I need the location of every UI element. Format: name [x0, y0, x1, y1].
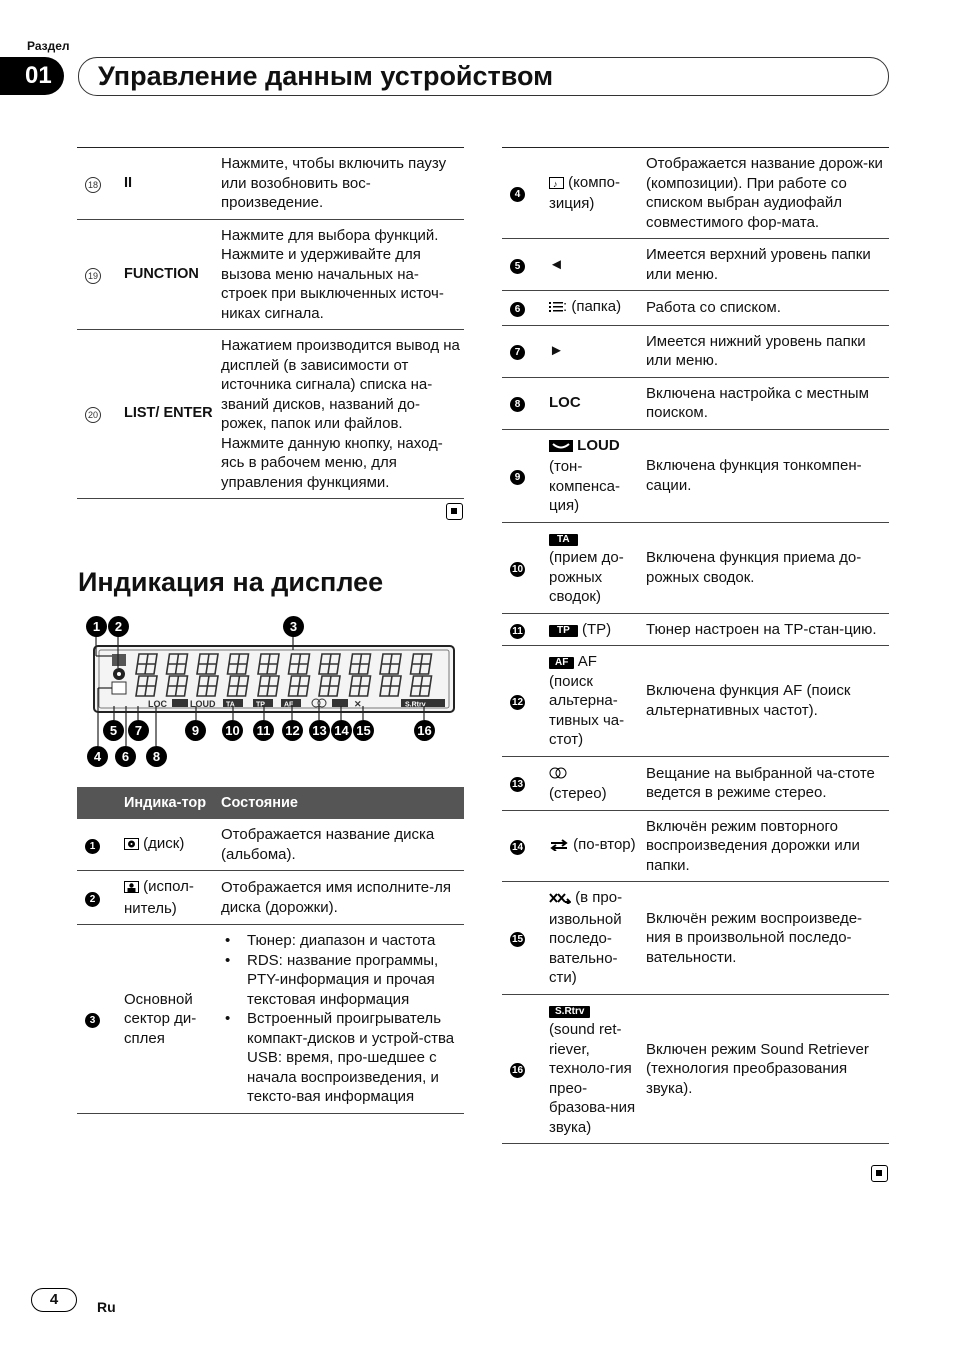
- state-list: [221, 931, 460, 1107]
- table-row: [502, 810, 889, 882]
- indicator-label: (поиск альтерна-тивных ча-стот): [549, 672, 625, 748]
- repeat-icon: [549, 837, 569, 857]
- lcd-srtrv-label: S.Rtrv: [405, 701, 426, 709]
- shuffle-icon: [549, 890, 571, 910]
- loud-label: LOUD: [577, 436, 620, 454]
- state-text: Вещание на выбранной ча-стоте ведется в режиме стерео.: [646, 756, 889, 810]
- item-number: 13: [511, 779, 524, 791]
- indicator-label: (прием до-рожных сводок): [549, 549, 624, 605]
- indicator-label: LOC: [549, 377, 646, 429]
- table-row: [502, 882, 889, 995]
- srtrv-badge-icon: S.Rtrv: [549, 1006, 590, 1018]
- lcd-tp-label: TP: [256, 701, 265, 709]
- callout-12: 12: [282, 720, 303, 741]
- header-indicator: Индика-тор: [124, 787, 221, 819]
- indicator-label: (в про-извольной последо-вательно-сти): [549, 889, 623, 986]
- callout-7: 7: [128, 720, 149, 741]
- state-text: Отображается название дорож-ки (композиции). При работе со списком выбран аудиофайл совместимого фор-мата.: [646, 148, 889, 239]
- item-number: 16: [511, 1065, 524, 1076]
- state-text: Включена функция тонкомпен-сации.: [646, 429, 889, 522]
- indicator-label: (тон-компенса-ция): [549, 458, 620, 514]
- item-number: 14: [511, 842, 524, 853]
- state-text: Включен режим Sound Retriever (технология преобразования звука).: [646, 994, 889, 1144]
- item-number: 9: [510, 470, 525, 485]
- af-badge-icon: AF: [549, 657, 574, 669]
- item-number: 4: [510, 187, 525, 202]
- page-title: Управление данным устройством: [78, 57, 889, 96]
- item-number: 8: [510, 397, 525, 412]
- item-number: 19: [85, 268, 101, 284]
- item-number: 12: [511, 697, 524, 708]
- table-row: [77, 219, 464, 330]
- list-folder-icon: [549, 299, 563, 319]
- table-row: [502, 325, 889, 377]
- callout-11: 11: [253, 720, 274, 741]
- table-row: [502, 613, 889, 646]
- item-number: 6: [510, 302, 525, 317]
- item-number: 10: [511, 563, 524, 575]
- callout-13: 13: [309, 720, 330, 741]
- end-mark-icon: [446, 503, 463, 520]
- state-text: Отображается название диска (альбома).: [221, 819, 464, 871]
- song-icon: [549, 175, 564, 195]
- list-item: • Встроенный проигрыватель компакт-дисков и устрой-ства USB: время, про-шедшее с начала воспроизведения, и тексто-вая информация: [221, 1009, 460, 1107]
- table-row: [502, 291, 889, 326]
- table-row: [502, 239, 889, 291]
- control-desc: Нажмите, чтобы включить паузу или возобновить вос-произведение.: [221, 148, 464, 220]
- end-mark-icon: [871, 1165, 888, 1182]
- indicator-table-continued: [502, 147, 889, 1144]
- table-row: [502, 756, 889, 810]
- state-text: Включена функция приема до-рожных сводок.: [646, 522, 889, 613]
- disc-icon: [124, 836, 139, 856]
- item-number: 5: [510, 259, 525, 274]
- table-row: [502, 148, 889, 239]
- af-label: AF: [577, 653, 597, 670]
- lcd-illustration: [78, 612, 464, 772]
- item-number: 3: [85, 1013, 100, 1028]
- svg-text:✕: ✕: [354, 699, 362, 709]
- callout-14: 14: [331, 720, 352, 741]
- callout-4: 4: [87, 746, 108, 767]
- ta-badge-icon: TA: [549, 534, 578, 546]
- callout-3: 3: [283, 616, 304, 637]
- page-number: 4: [31, 1288, 77, 1312]
- stereo-icon: [549, 765, 567, 785]
- controls-table: [77, 147, 464, 499]
- table-row: [502, 646, 889, 757]
- up-level-icon: ◄: [549, 239, 646, 291]
- lcd-loud-label: LOUD: [190, 699, 216, 709]
- table-row: [502, 429, 889, 522]
- state-text: Включена функция AF (поиск альтернативных частот).: [646, 646, 889, 757]
- table-row: [77, 925, 464, 1114]
- display-diagram: [78, 612, 464, 772]
- list-item: • RDS: название программы, PTY-информация и прочая текстовая информация: [221, 951, 460, 1010]
- callout-15: 15: [353, 720, 374, 741]
- callout-6: 6: [115, 746, 136, 767]
- artist-icon: [124, 879, 139, 899]
- item-number: 15: [511, 934, 524, 945]
- state-text: Имеется верхний уровень папки или меню.: [646, 239, 889, 291]
- section-heading: Индикация на дисплее: [78, 567, 384, 597]
- item-number: 1: [85, 839, 100, 854]
- list-item: • Тюнер: диапазон и частота: [221, 931, 460, 951]
- table-row: [77, 148, 464, 220]
- state-text: Имеется нижний уровень папки или меню.: [646, 325, 889, 377]
- lcd-ta-label: TA: [226, 701, 235, 709]
- indicator-label: (TP): [581, 620, 612, 638]
- control-desc: Нажатием производится вывод на дисплей (в зависимости от источника сигнала) списка на-званий дисков, названий до-рожек, папок или файлов. Нажмите данную кнопку, наход-ясь в рабочем меню, для управления функциями.: [221, 330, 464, 499]
- control-key: LIST/ ENTER: [124, 330, 221, 499]
- callout-1: 1: [86, 616, 107, 637]
- indicator-label: (испол-нитель): [124, 878, 194, 917]
- indicator-label: (sound ret-riever, техноло-гия прео-бразова-ния звука): [549, 1021, 636, 1136]
- callout-5: 5: [103, 720, 124, 741]
- lcd-loc-label: LOC: [148, 699, 167, 709]
- indicator-label: (диск): [143, 834, 185, 852]
- svg-text:♪: ♪: [553, 178, 558, 189]
- item-number: 11: [510, 624, 525, 639]
- table-row: [77, 871, 464, 925]
- indicator-table: [77, 787, 464, 1114]
- state-text: Включён режим воспроизведе-ния в произвольной последо-вательности.: [646, 882, 889, 995]
- section-number: 01: [0, 57, 64, 95]
- indicator-label: (компо-зиция): [549, 173, 621, 212]
- control-key: II: [124, 148, 221, 220]
- item-number: 7: [510, 345, 525, 360]
- indicator-label: (по-втор): [573, 836, 636, 853]
- state-text: Тюнер настроен на TP-стан-цию.: [646, 613, 889, 646]
- table-header: [77, 787, 464, 819]
- lcd-af-label: AF: [284, 701, 294, 709]
- control-key: FUNCTION: [124, 219, 221, 330]
- state-text: Включена настройка с местным поиском.: [646, 377, 889, 429]
- callout-10: 10: [222, 720, 243, 741]
- state-text: Включён режим повторного воспроизведения дорожки или папки.: [646, 810, 889, 882]
- down-level-icon: ►: [549, 325, 646, 377]
- callout-16: 16: [414, 720, 435, 741]
- table-row: [502, 377, 889, 429]
- table-row: [502, 522, 889, 613]
- section-label: Раздел: [27, 39, 70, 53]
- state-text: Работа со списком.: [646, 291, 889, 326]
- item-number: 18: [85, 177, 101, 193]
- indicator-label: Основной сектор ди-сплея: [124, 925, 221, 1114]
- loud-icon: [549, 438, 573, 458]
- state-text: Отображается имя исполните-ля диска (дорожки).: [221, 871, 464, 925]
- table-row: [502, 994, 889, 1144]
- indicator-label: : (папка): [563, 298, 622, 315]
- callout-8: 8: [146, 746, 167, 767]
- table-row: [77, 819, 464, 871]
- item-number: 20: [85, 407, 101, 423]
- item-number: 2: [85, 892, 100, 907]
- tp-badge-icon: TP: [549, 625, 578, 637]
- indicator-label: (стерео): [549, 785, 607, 802]
- table-row: [77, 330, 464, 499]
- header-state: Состояние: [221, 787, 464, 819]
- language-code: Ru: [97, 1299, 116, 1315]
- control-desc: Нажмите для выбора функций. Нажмите и удерживайте для вызова меню начальных на-строек при выключенных источ-никах сигнала.: [221, 219, 464, 330]
- callout-9: 9: [185, 720, 206, 741]
- callout-2: 2: [108, 616, 129, 637]
